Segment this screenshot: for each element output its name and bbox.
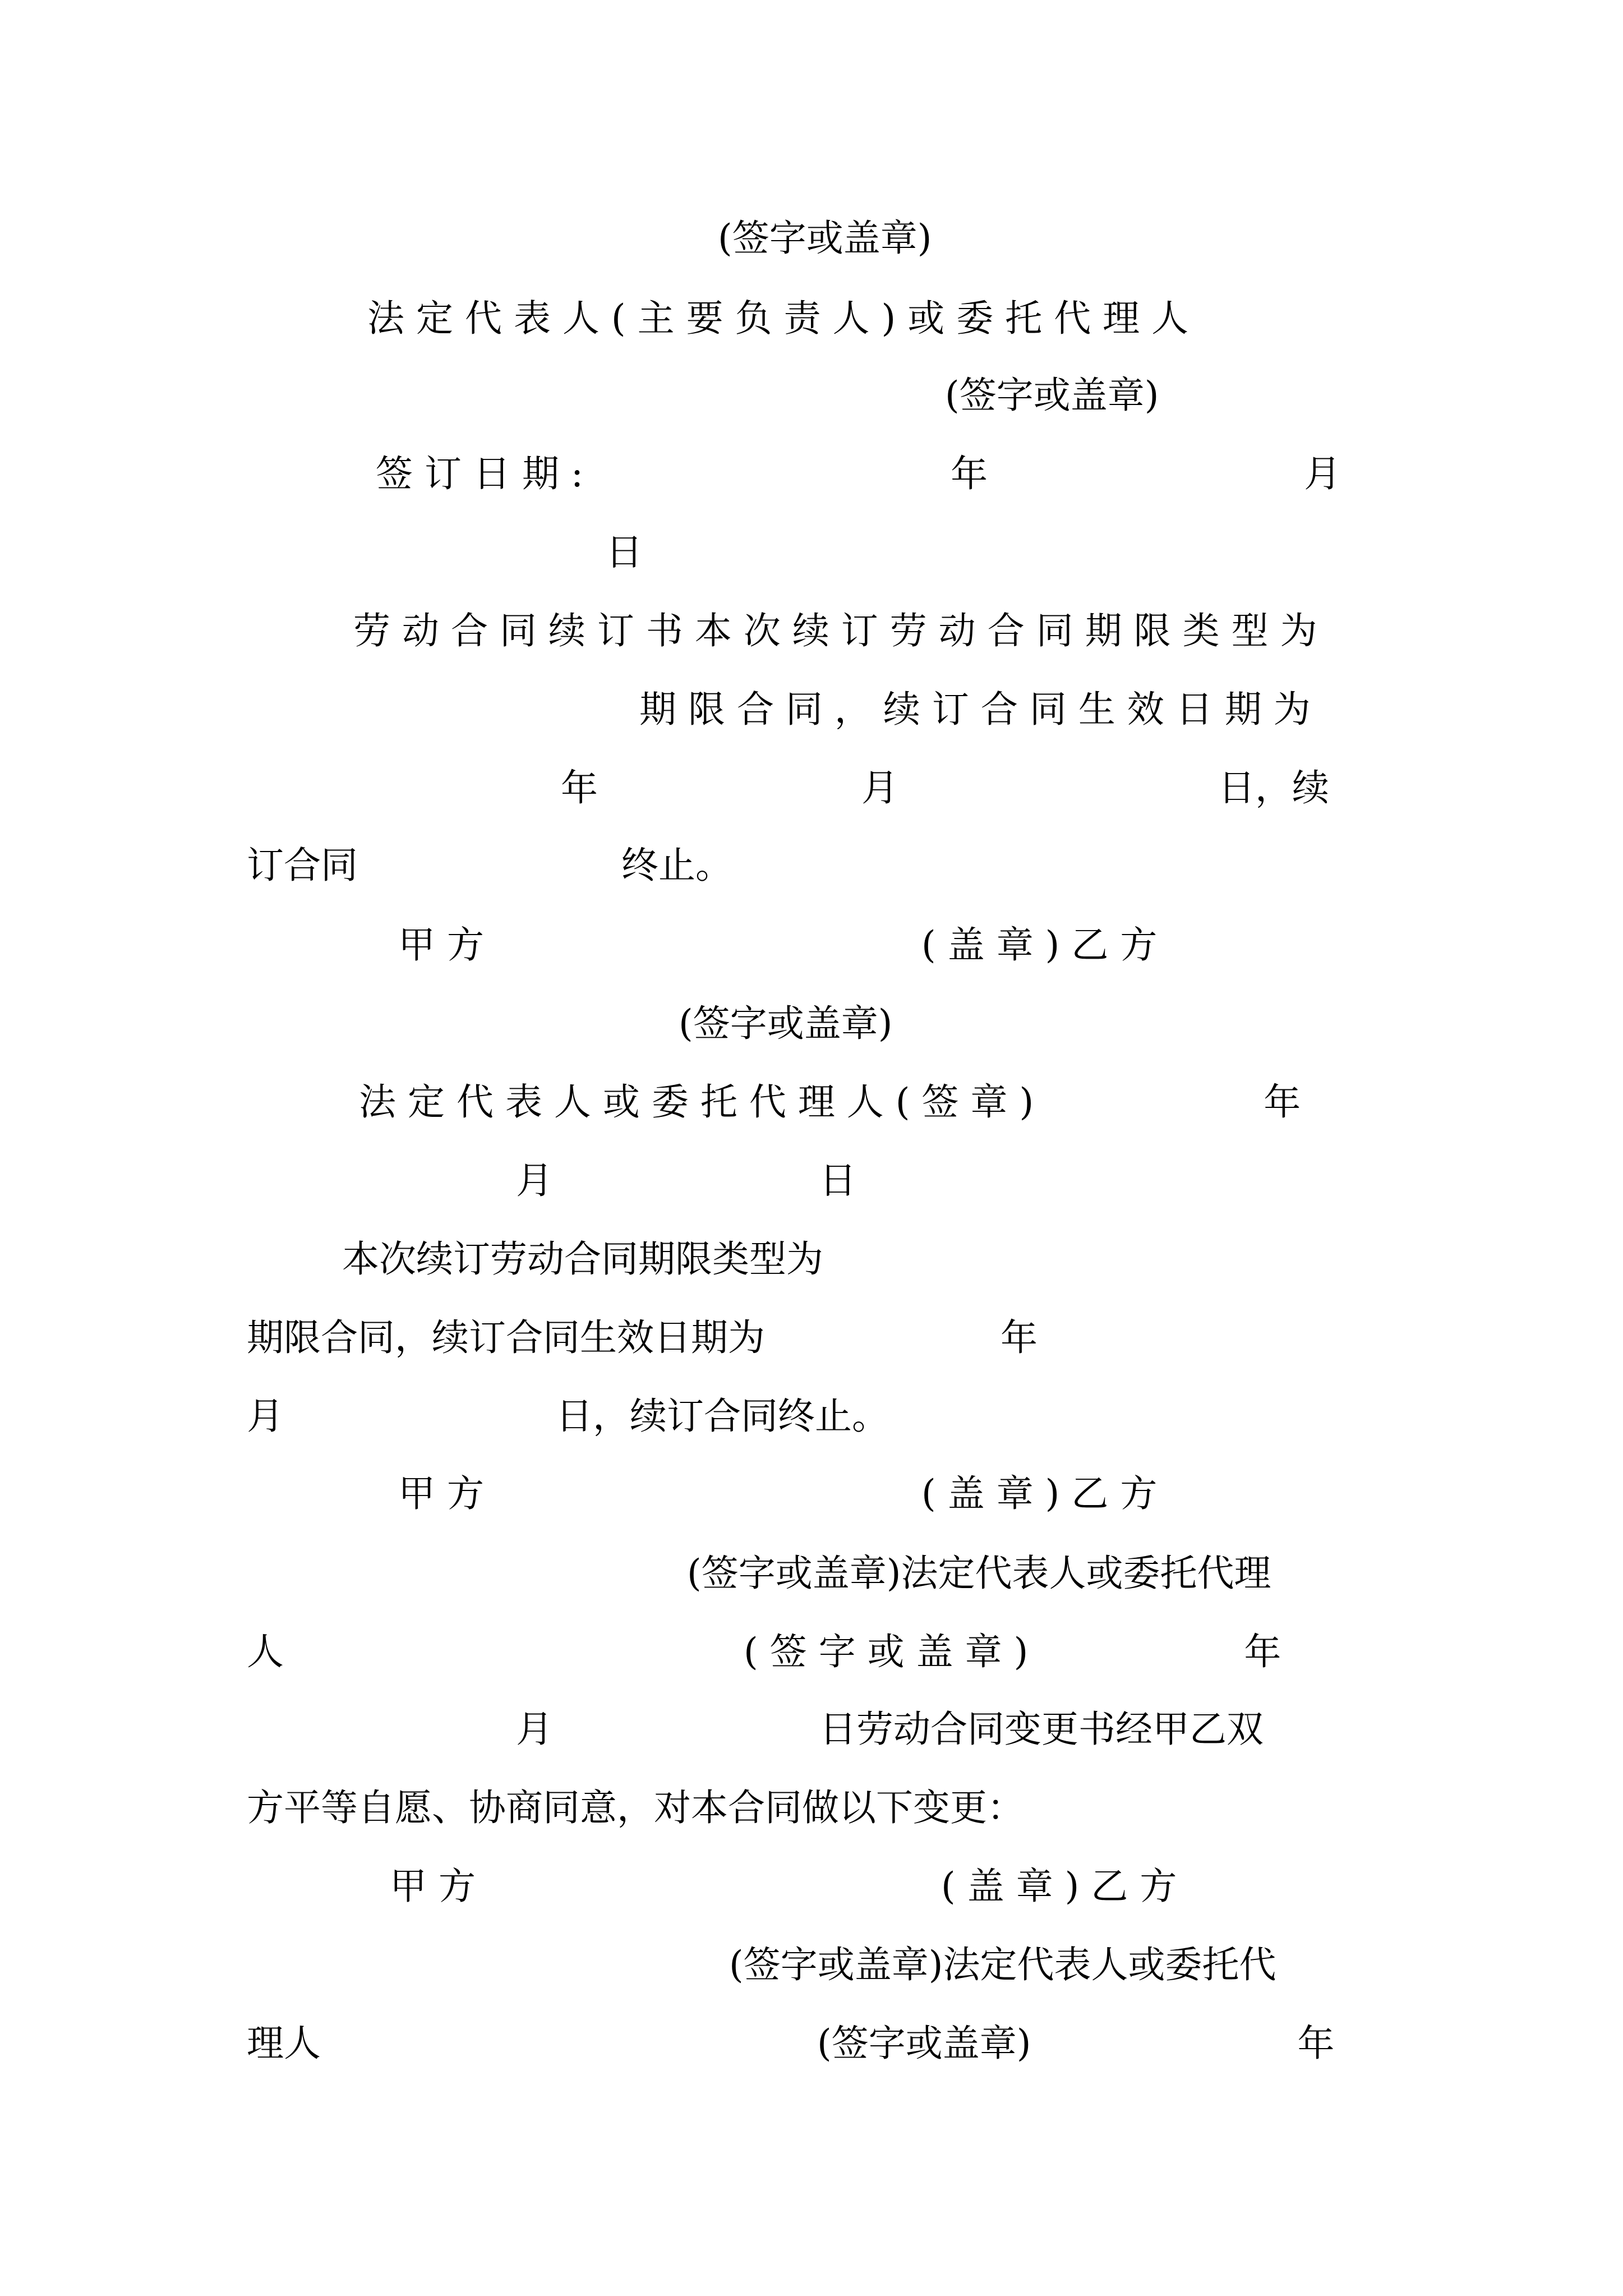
- signature-date-line: 人 ( 签 字 或 盖 章 ) 年: [247, 1630, 1281, 1673]
- signing-date-day: 日: [606, 531, 643, 574]
- party-a-line: 甲 方 ( 盖 章 ) 乙 方: [398, 923, 1158, 967]
- change-agreement-line: 方平等自愿、协商同意，对本合同做以下变更：: [247, 1786, 1024, 1829]
- signature-note: (签字或盖章): [679, 1002, 893, 1045]
- renewal-end-line: 月 日，续订合同终止。: [247, 1395, 889, 1438]
- renewal-date-line: 年 月 日，续: [561, 766, 1329, 809]
- signature-date-line: 理人 (签字或盖章) 年: [247, 2022, 1335, 2065]
- signature-note: (签字或盖章): [945, 374, 1159, 417]
- signature-representative-line: (签字或盖章)法定代表人或委托代: [729, 1943, 1276, 1986]
- signature-note: (签字或盖章): [718, 217, 932, 260]
- signing-date-line: 签 订 日 期 : 年 月: [376, 452, 1341, 495]
- renewal-effective-line: 期限合同，续订合同生效日期为 年: [247, 1316, 1038, 1359]
- legal-representative-line: 法 定 代 表 人 或 委 托 代 理 人 ( 签 章 ) 年: [359, 1080, 1301, 1124]
- change-heading-line: 月 日劳动合同变更书经甲乙双: [516, 1708, 1264, 1751]
- date-line: 月 日: [516, 1159, 856, 1202]
- renewal-term-line: 期 限 合 同 ， 续 订 合 同 生 效 日 期 为: [639, 688, 1311, 731]
- renewal-end-line: 订合同 终止。: [247, 844, 732, 887]
- renewal-heading-line: 劳 动 合 同 续 订 书 本 次 续 订 劳 动 合 同 期 限 类 型 为: [353, 609, 1317, 652]
- legal-representative-line: 法 定 代 表 人 ( 主 要 负 责 人 ) 或 委 托 代 理 人: [367, 297, 1189, 340]
- party-a-line: 甲 方 ( 盖 章 ) 乙 方: [390, 1865, 1177, 1908]
- renewal-term-line: 本次续订劳动合同期限类型为: [342, 1237, 823, 1281]
- signature-representative-line: (签字或盖章)法定代表人或委托代理: [687, 1552, 1271, 1595]
- party-a-line: 甲 方 ( 盖 章 ) 乙 方: [398, 1472, 1158, 1515]
